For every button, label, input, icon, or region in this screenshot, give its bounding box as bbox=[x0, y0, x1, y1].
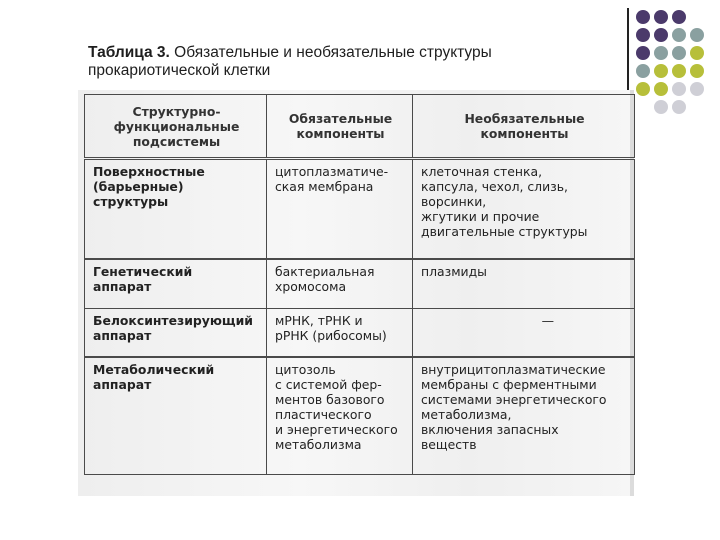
table-row bbox=[85, 259, 635, 309]
prokaryotic-structures-table bbox=[84, 94, 635, 475]
decorative-dot bbox=[690, 64, 704, 78]
cell-subsystem: Метаболический аппарат bbox=[85, 357, 267, 475]
decorative-dot bbox=[690, 28, 704, 42]
decorative-dot bbox=[636, 10, 650, 24]
table-row bbox=[85, 309, 635, 357]
header-optional: Необязательные компоненты bbox=[413, 95, 635, 159]
decorative-dot bbox=[636, 64, 650, 78]
table-row bbox=[85, 159, 635, 259]
decorative-dot bbox=[636, 82, 650, 96]
cell-required: цитоплазматиче- ская мембрана bbox=[267, 159, 413, 259]
cell-required: мРНК, тРНК и рРНК (рибосомы) bbox=[267, 309, 413, 357]
caption-text-line2: прокариотической клетки bbox=[88, 62, 271, 79]
decorative-dot bbox=[636, 46, 650, 60]
table-header-row bbox=[85, 95, 635, 159]
decorative-dot bbox=[690, 100, 704, 114]
decorative-dot bbox=[672, 100, 686, 114]
cell-subsystem: Генетический аппарат bbox=[85, 259, 267, 309]
decorative-dot bbox=[654, 10, 668, 24]
cell-optional: — bbox=[413, 309, 635, 357]
header-subsystems: Структурно- функциональные подсистемы bbox=[85, 95, 267, 159]
decorative-dot bbox=[672, 64, 686, 78]
cell-subsystem: Поверхностные (барьерные) структуры bbox=[85, 159, 267, 259]
caption-text-line1: Обязательные и необязательные структуры bbox=[169, 44, 492, 61]
decorative-dot bbox=[672, 10, 686, 24]
decorative-dot bbox=[654, 64, 668, 78]
table-row bbox=[85, 357, 635, 475]
decorative-dot bbox=[636, 28, 650, 42]
decorative-dot bbox=[654, 28, 668, 42]
cell-optional: клеточная стенка, капсула, чехол, слизь, ворсинки, жгутики и прочие двигательные структуры bbox=[413, 159, 635, 259]
decorative-dot bbox=[654, 100, 668, 114]
decorative-dot bbox=[672, 28, 686, 42]
cell-required: цитозоль с системой фер- ментов базового пластического и энергетического метаболизма bbox=[267, 357, 413, 475]
decorative-dot bbox=[690, 46, 704, 60]
decorative-dot bbox=[690, 82, 704, 96]
cell-subsystem: Белоксинтезирующий аппарат bbox=[85, 309, 267, 357]
table-caption bbox=[88, 44, 608, 80]
decorative-dot bbox=[672, 46, 686, 60]
decorative-dot bbox=[654, 82, 668, 96]
caption-label: Таблица 3. bbox=[88, 44, 170, 61]
cell-optional: плазмиды bbox=[413, 259, 635, 309]
decorative-dot bbox=[690, 10, 704, 24]
cell-optional: внутрицитоплазматические мембраны с ферментными системами энергетического метаболизма, включения запасных веществ bbox=[413, 357, 635, 475]
header-required: Обязательные компоненты bbox=[267, 95, 413, 159]
decorative-vertical-line bbox=[627, 8, 629, 98]
decorative-dot bbox=[636, 100, 650, 114]
decorative-dot bbox=[654, 46, 668, 60]
decorative-dot bbox=[672, 82, 686, 96]
cell-required: бактериальная хромосома bbox=[267, 259, 413, 309]
decorative-dot-grid bbox=[636, 10, 706, 116]
